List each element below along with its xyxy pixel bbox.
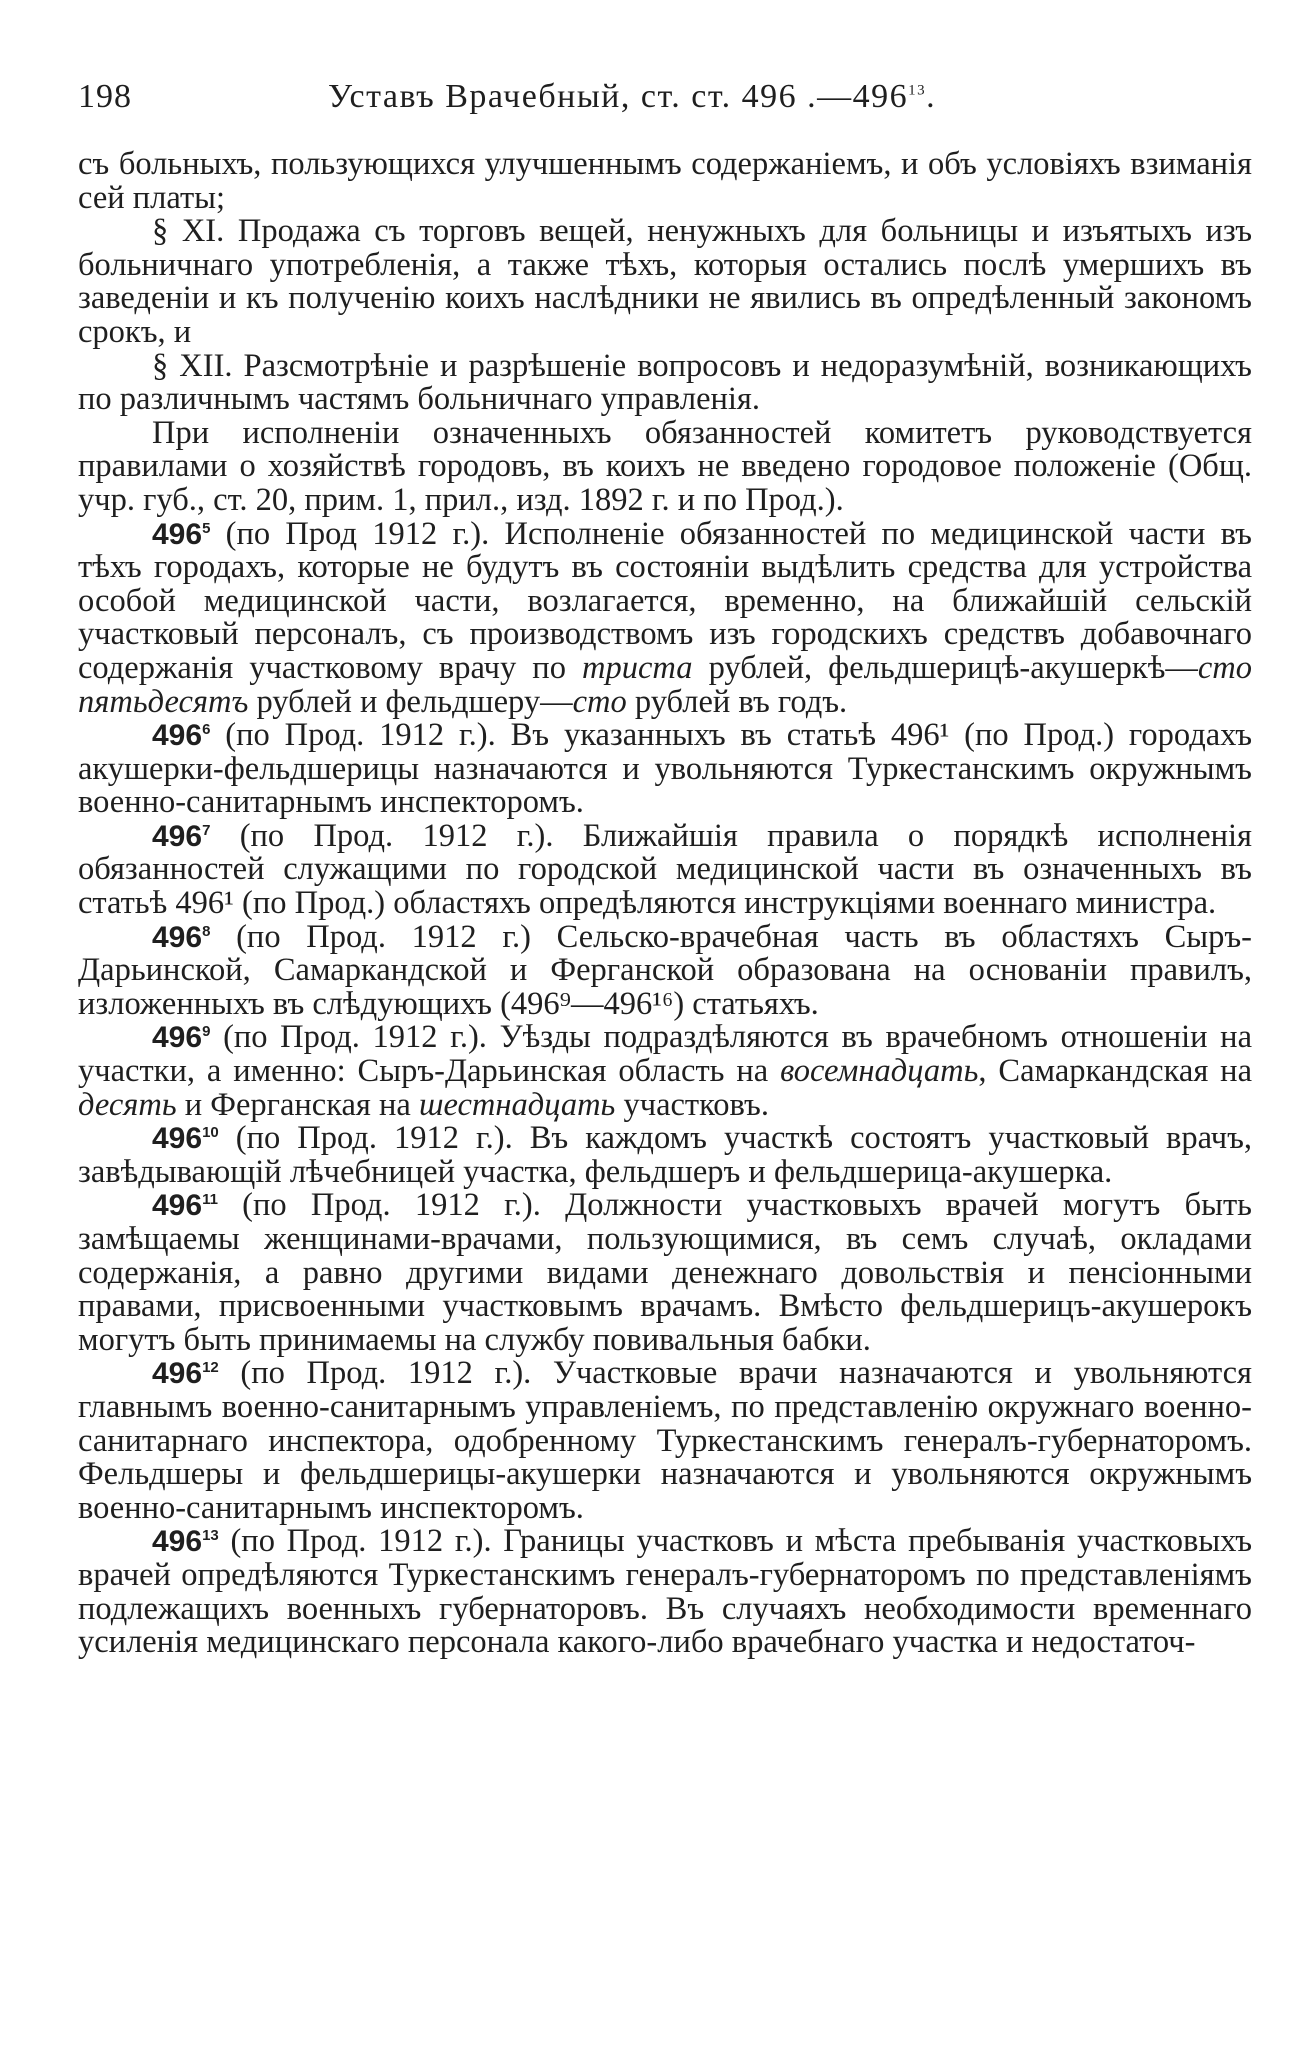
paragraph-text: При исполненіи означенныхъ обязанностей комитетъ руководствуется правилами о хозяйствѣ городовъ, въ коихъ не введено городовое положеніе (Общ. учр. губ., ст. 20, прим. 1, прил., изд. 1892 г. и по Прод.). <box>78 414 1252 518</box>
article-number-sup: 12 <box>202 1359 219 1377</box>
paragraph-text: рублей и фельдшеру— <box>248 683 573 720</box>
emphasis-text: шестнадцать <box>418 1086 616 1123</box>
paragraph-text: (по Прод. 1912 г.). Участковые врачи назначаются и увольняются главнымъ военно-санитарнымъ управленіемъ, по представленію окружнаго военно-санитарнаго инспектора, одобренному Туркестанскимъ генералъ-губернаторомъ. Фельдшеры и фельдшерицы-акушерки назначаются и увольняются окружнымъ военно-санитарнымъ инспекторомъ. <box>78 1355 1252 1526</box>
article-number-sup: 13 <box>202 1527 219 1545</box>
paragraph-text: (по Прод. 1912 г.). Въ каждомъ участкѣ состоятъ участковый врачъ, завѣдывающій лѣчебницей участка, фельдшеръ и фельдшерица-акушерка. <box>78 1120 1252 1190</box>
body-text <box>78 148 1252 1660</box>
paragraph-text: (по Прод. 1912 г.). Уѣзды подраздѣляются въ врачебномъ отношеніи на участки, а именно: Сыръ-Дарьинская область на <box>78 1019 1252 1090</box>
article-paragraph <box>78 817 1252 922</box>
emphasis-text: триста <box>582 649 693 686</box>
article-number: $496^{13}$ <box>152 1525 219 1559</box>
article-paragraph <box>78 719 1252 820</box>
article-paragraph <box>78 1357 1252 1525</box>
article-number: $496^6$ <box>152 719 211 753</box>
article-number: $496^9$ <box>152 1021 211 1055</box>
document-page <box>78 78 1252 1660</box>
article-paragraph <box>78 1021 1252 1122</box>
article-number: $496^7$ <box>152 819 211 853</box>
article-number-sup: 7 <box>202 821 211 839</box>
article-paragraph <box>78 1525 1252 1659</box>
paragraph-text: (по Прод. 1912 г.). Ближайшія правила о порядкѣ исполненія обязанностей служащими по городской медицинской части въ означенныхъ въ статьѣ 496¹ (по Прод.) областяхъ опредѣляются инструкціями военнаго министра. <box>78 817 1252 922</box>
article-number-sup: 9 <box>202 1023 211 1041</box>
paragraph-text: (по Прод 1912 г.). Исполненіе обязанностей по медицинской части въ тѣхъ городахъ, которые не будутъ въ состояніи выдѣлить средства для устройства особой медицинской части, возлагается, временно, на ближайшій сельскій участковый персоналъ, съ производствомъ изъ городскихъ средствъ добавочнаго содержанія участковому врачу по <box>78 515 1252 686</box>
paragraph-text: § XII. Разсмотрѣніе и разрѣшеніе вопросовъ и недоразумѣній, возникающихъ по различнымъ частямъ больничнаго управленія. <box>78 347 1252 418</box>
paragraph-text: (по Прод. 1912 г.). Границы участковъ и мѣста пребыванія участковыхъ врачей опредѣляются Туркестанскимъ генералъ-губернаторомъ по представленіямъ подлежащихъ военныхъ губернаторовъ. Въ случаяхъ необходимости временнаго усиленія медицинскаго персонала какого-либо врачебнаго участка и недостаточ- <box>78 1523 1252 1661</box>
paragraph-text: рублей въ годъ. <box>626 683 848 720</box>
article-number-sup: 10 <box>202 1124 219 1142</box>
article-paragraph <box>78 1122 1252 1189</box>
article-number-sup: 6 <box>202 721 211 739</box>
article-number-sup: 5 <box>202 519 211 537</box>
emphasis-text: восемнадцать <box>780 1053 979 1090</box>
article-number: $496^8$ <box>152 920 211 954</box>
article-number: $496^{10}$ <box>152 1122 219 1156</box>
article-paragraph <box>78 515 1252 720</box>
text-paragraph <box>78 148 1252 215</box>
page-number: 198 <box>78 78 132 115</box>
article-number: $496^5$ <box>152 517 211 551</box>
running-title: Уставъ Врачебный, ст. ст. 496 $.—496^{13}$. <box>328 78 937 115</box>
article-number-sup: 11 <box>202 1191 218 1209</box>
paragraph-text: (по Прод. 1912 г.). Въ указанныхъ въ статьѣ 496¹ (по Прод.) городахъ акушерки-фельдшерицы назначаются и увольняются Туркестанскимъ окружнымъ военно-санитарнымъ инспекторомъ. <box>78 717 1252 821</box>
paragraph-text: съ больныхъ, пользующихся улучшеннымъ содержаніемъ, и объ условіяхъ взиманія сей платы; <box>78 146 1252 216</box>
article-number-sup: 8 <box>202 922 211 940</box>
emphasis-text: сто <box>572 683 627 720</box>
text-paragraph <box>78 347 1252 418</box>
paragraph-text: (по Прод. 1912 г.) Сельско-врачебная часть въ областяхъ Сыръ-Дарьинской, Самаркандской и Ферганской образована на основаніи правилъ, изложенныхъ въ слѣдующихъ (496⁹—496¹⁶) статьяхъ. <box>78 918 1252 1022</box>
paragraph-text: участковъ. <box>615 1086 769 1123</box>
emphasis-text: сто пятьдесятъ <box>78 649 1252 720</box>
paragraph-text: рублей, фельдшерицѣ-акушеркѣ— <box>692 649 1198 686</box>
article-number: $496^{12}$ <box>152 1357 219 1391</box>
paragraph-text: § XI. Продажа съ торговъ вещей, ненужныхъ для больницы и изъятыхъ изъ больничнаго употребленія, а также тѣхъ, которыя остались послѣ умершихъ въ заведеніи и къ полученію коихъ наслѣдники не явились въ опредѣленный закономъ срокъ, и <box>78 213 1252 350</box>
emphasis-text: десять <box>78 1086 177 1123</box>
paragraph-text: и Ферганская на <box>176 1086 419 1123</box>
article-paragraph <box>78 918 1252 1022</box>
text-paragraph <box>78 215 1252 349</box>
paragraph-text: , Самаркандская на <box>978 1053 1253 1090</box>
article-paragraph <box>78 1189 1252 1357</box>
text-paragraph <box>78 414 1252 518</box>
article-number: $496^{11}$ <box>152 1189 218 1223</box>
page-header <box>78 78 1252 138</box>
paragraph-text: (по Прод. 1912 г.). Должности участковыхъ врачей могутъ быть замѣщаемы женщинами-врачами, пользующимися, въ семъ случаѣ, окладами содержанія, а равно другими видами денежнаго довольствія и пенсіонными правами, присвоенными участковымъ врачамъ. Вмѣсто фельдшерицъ-акушерокъ могутъ быть принимаемы на службу повивальныя бабки. <box>78 1187 1252 1358</box>
